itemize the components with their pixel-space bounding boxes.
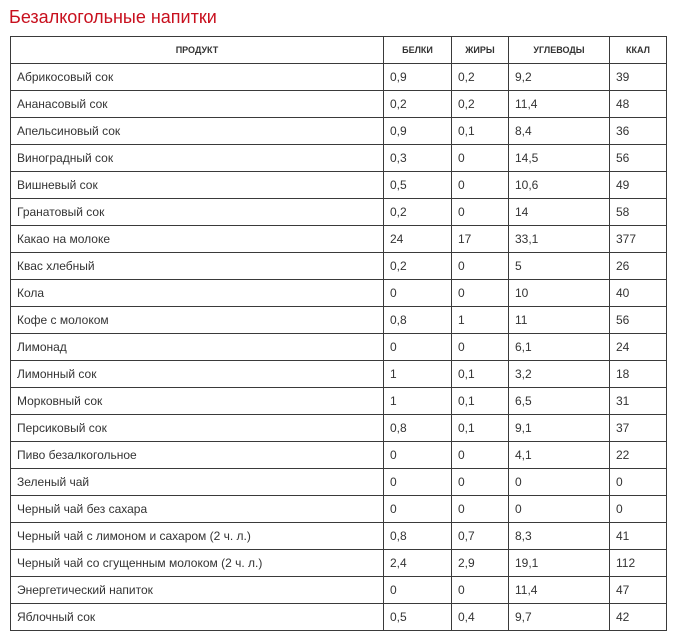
protein-cell: 0	[384, 496, 452, 523]
product-cell: Квас хлебный	[11, 253, 384, 280]
carbs-cell: 5	[509, 253, 610, 280]
protein-cell: 2,4	[384, 550, 452, 577]
carbs-cell: 3,2	[509, 361, 610, 388]
table-row	[11, 199, 667, 226]
kcal-cell: 39	[610, 64, 667, 91]
kcal-cell: 58	[610, 199, 667, 226]
carbs-cell: 8,4	[509, 118, 610, 145]
protein-cell: 0,5	[384, 604, 452, 631]
fat-cell: 0	[452, 577, 509, 604]
carbs-cell: 0	[509, 469, 610, 496]
carbs-cell: 6,1	[509, 334, 610, 361]
protein-cell: 0,3	[384, 145, 452, 172]
carbs-cell: 33,1	[509, 226, 610, 253]
kcal-cell: 26	[610, 253, 667, 280]
table-row	[11, 550, 667, 577]
kcal-cell: 0	[610, 496, 667, 523]
fat-cell: 0	[452, 145, 509, 172]
carbs-cell: 10	[509, 280, 610, 307]
protein-cell: 0,5	[384, 172, 452, 199]
protein-cell: 0,8	[384, 307, 452, 334]
table-header-row	[11, 37, 667, 64]
nutrition-table	[10, 36, 667, 631]
carbs-cell: 6,5	[509, 388, 610, 415]
kcal-cell: 377	[610, 226, 667, 253]
fat-cell: 0	[452, 334, 509, 361]
protein-cell: 0,2	[384, 199, 452, 226]
fat-cell: 0	[452, 442, 509, 469]
table-row	[11, 388, 667, 415]
product-cell: Пиво безалкогольное	[11, 442, 384, 469]
carbs-cell: 11,4	[509, 577, 610, 604]
protein-cell: 0	[384, 577, 452, 604]
product-cell: Ананасовый сок	[11, 91, 384, 118]
table-row	[11, 172, 667, 199]
column-header-protein: БЕЛКИ	[384, 37, 452, 64]
product-cell: Морковный сок	[11, 388, 384, 415]
fat-cell: 0	[452, 280, 509, 307]
kcal-cell: 24	[610, 334, 667, 361]
product-cell: Яблочный сок	[11, 604, 384, 631]
product-cell: Черный чай со сгущенным молоком (2 ч. л.)	[11, 550, 384, 577]
kcal-cell: 22	[610, 442, 667, 469]
protein-cell: 1	[384, 388, 452, 415]
protein-cell: 0,9	[384, 64, 452, 91]
table-row	[11, 334, 667, 361]
fat-cell: 0,1	[452, 118, 509, 145]
table-row	[11, 118, 667, 145]
column-header-kcal: ККАЛ	[610, 37, 667, 64]
table-row	[11, 64, 667, 91]
product-cell: Какао на молоке	[11, 226, 384, 253]
carbs-cell: 19,1	[509, 550, 610, 577]
table-body	[11, 64, 667, 631]
fat-cell: 0,1	[452, 415, 509, 442]
kcal-cell: 49	[610, 172, 667, 199]
protein-cell: 24	[384, 226, 452, 253]
fat-cell: 0,7	[452, 523, 509, 550]
kcal-cell: 36	[610, 118, 667, 145]
product-cell: Черный чай без сахара	[11, 496, 384, 523]
protein-cell: 0,8	[384, 415, 452, 442]
product-cell: Апельсиновый сок	[11, 118, 384, 145]
table-row	[11, 91, 667, 118]
kcal-cell: 18	[610, 361, 667, 388]
kcal-cell: 40	[610, 280, 667, 307]
table-row	[11, 361, 667, 388]
carbs-cell: 9,1	[509, 415, 610, 442]
protein-cell: 0,2	[384, 253, 452, 280]
column-header-carbs: УГЛЕВОДЫ	[509, 37, 610, 64]
fat-cell: 0	[452, 172, 509, 199]
fat-cell: 0,2	[452, 91, 509, 118]
table-row	[11, 307, 667, 334]
fat-cell: 0,2	[452, 64, 509, 91]
product-cell: Персиковый сок	[11, 415, 384, 442]
kcal-cell: 48	[610, 91, 667, 118]
protein-cell: 0	[384, 442, 452, 469]
product-cell: Вишневый сок	[11, 172, 384, 199]
table-row	[11, 523, 667, 550]
carbs-cell: 4,1	[509, 442, 610, 469]
kcal-cell: 56	[610, 145, 667, 172]
table-row	[11, 469, 667, 496]
product-cell: Зеленый чай	[11, 469, 384, 496]
product-cell: Кола	[11, 280, 384, 307]
product-cell: Лимонный сок	[11, 361, 384, 388]
carbs-cell: 8,3	[509, 523, 610, 550]
product-cell: Черный чай с лимоном и сахаром (2 ч. л.)	[11, 523, 384, 550]
page-title: Безалкогольные напитки	[9, 7, 217, 27]
carbs-cell: 9,7	[509, 604, 610, 631]
product-cell: Кофе с молоком	[11, 307, 384, 334]
table-row	[11, 226, 667, 253]
table-row	[11, 496, 667, 523]
carbs-cell: 14,5	[509, 145, 610, 172]
fat-cell: 2,9	[452, 550, 509, 577]
kcal-cell: 31	[610, 388, 667, 415]
table-row	[11, 415, 667, 442]
kcal-cell: 0	[610, 469, 667, 496]
carbs-cell: 0	[509, 496, 610, 523]
kcal-cell: 42	[610, 604, 667, 631]
kcal-cell: 47	[610, 577, 667, 604]
product-cell: Абрикосовый сок	[11, 64, 384, 91]
table-row	[11, 145, 667, 172]
kcal-cell: 37	[610, 415, 667, 442]
fat-cell: 0,1	[452, 388, 509, 415]
carbs-cell: 11,4	[509, 91, 610, 118]
protein-cell: 0,9	[384, 118, 452, 145]
protein-cell: 0	[384, 469, 452, 496]
table-row	[11, 280, 667, 307]
table-row	[11, 253, 667, 280]
carbs-cell: 9,2	[509, 64, 610, 91]
column-header-product: ПРОДУКТ	[11, 37, 384, 64]
product-cell: Виноградный сок	[11, 145, 384, 172]
table-row	[11, 604, 667, 631]
table-row	[11, 442, 667, 469]
protein-cell: 0,8	[384, 523, 452, 550]
carbs-cell: 14	[509, 199, 610, 226]
fat-cell: 0	[452, 253, 509, 280]
fat-cell: 0	[452, 469, 509, 496]
protein-cell: 0,2	[384, 91, 452, 118]
carbs-cell: 10,6	[509, 172, 610, 199]
fat-cell: 0	[452, 496, 509, 523]
product-cell: Лимонад	[11, 334, 384, 361]
fat-cell: 0,1	[452, 361, 509, 388]
fat-cell: 1	[452, 307, 509, 334]
fat-cell: 0,4	[452, 604, 509, 631]
fat-cell: 17	[452, 226, 509, 253]
fat-cell: 0	[452, 199, 509, 226]
protein-cell: 1	[384, 361, 452, 388]
product-cell: Гранатовый сок	[11, 199, 384, 226]
protein-cell: 0	[384, 334, 452, 361]
kcal-cell: 56	[610, 307, 667, 334]
protein-cell: 0	[384, 280, 452, 307]
carbs-cell: 11	[509, 307, 610, 334]
product-cell: Энергетический напиток	[11, 577, 384, 604]
table-row	[11, 577, 667, 604]
kcal-cell: 112	[610, 550, 667, 577]
kcal-cell: 41	[610, 523, 667, 550]
column-header-fat: ЖИРЫ	[452, 37, 509, 64]
